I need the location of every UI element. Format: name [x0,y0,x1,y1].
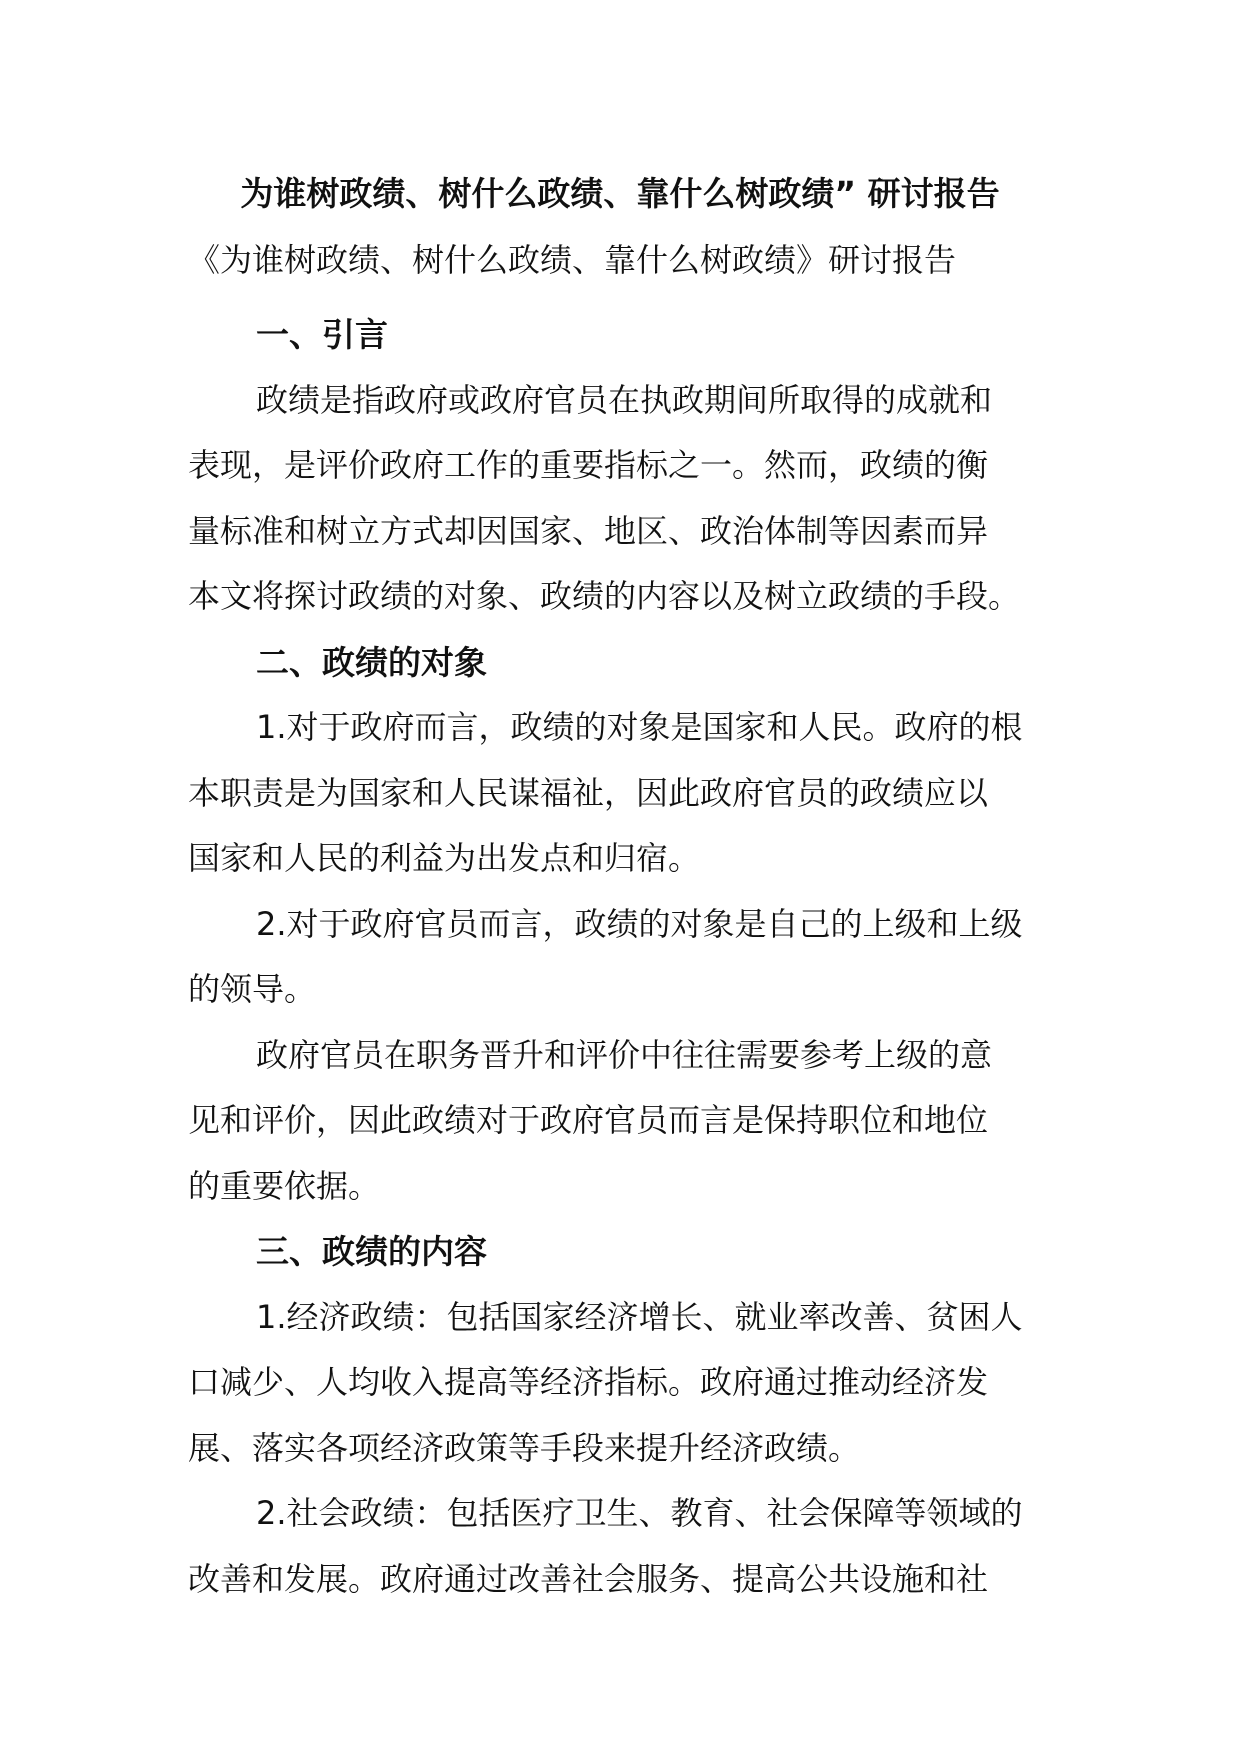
text-line: 1.经济政绩：包括国家经济增长、就业率改善、贫困人 [256,1297,1023,1336]
text-line: 2.社会政绩：包括医疗卫生、教育、社会保障等领域的 [256,1494,1023,1532]
text-line: 展、落实各项经济政策等手段来提升经济政绩。 [188,1428,861,1467]
section-heading-introduction: 一、引言 [256,315,388,354]
paragraph [188,695,1058,892]
text-line: 的领导。 [188,970,317,1008]
text-line: 2.对于政府官员而言，政绩的对象是自己的上级和上级 [256,904,1023,943]
text-line: 政绩是指政府或政府官员在执政期间所取得的成就和 [256,380,993,419]
section-heading-objects: 二、政绩的对象 [256,642,487,682]
paragraph [188,1023,1058,1220]
paragraph [188,1285,1058,1482]
text-line: 本职责是为国家和人民谋福祉，因此政府官员的政绩应以 [188,773,989,812]
document-title: 为谁树政绩、树什么政绩、靠什么树政绩” 研讨报告 [240,174,1000,213]
text-line: 本文将探讨政绩的对象、政绩的内容以及树立政绩的手段。 [188,577,1021,615]
text-line: 的重要依据。 [188,1166,381,1205]
text-line: 政府官员在职务晋升和评价中往往需要参考上级的意 [256,1035,993,1074]
text-line: 口减少、人均收入提高等经济指标。政府通过推动经济发 [188,1363,989,1401]
text-line: 改善和发展。政府通过改善社会服务、提高公共设施和社 [188,1559,989,1598]
paragraph [188,892,1058,1023]
paragraph [188,368,1058,630]
document-subtitle: 《为谁树政绩、树什么政绩、靠什么树政绩》研讨报告 [188,241,957,279]
paragraph [188,1481,1058,1612]
text-line: 国家和人民的利益为出发点和归宿。 [188,839,701,877]
text-line: 见和评价，因此政绩对于政府官员而言是保持职位和地位 [188,1101,989,1139]
text-line: 表现，是评价政府工作的重要指标之一。然而，政绩的衡 [188,446,989,484]
document-body [188,302,1058,1612]
section-heading-content: 三、政绩的内容 [256,1232,487,1271]
text-line: 1.对于政府而言，政绩的对象是国家和人民。政府的根 [256,708,1023,746]
text-line: 量标准和树立方式却因国家、地区、政治体制等因素而异 [188,511,989,550]
